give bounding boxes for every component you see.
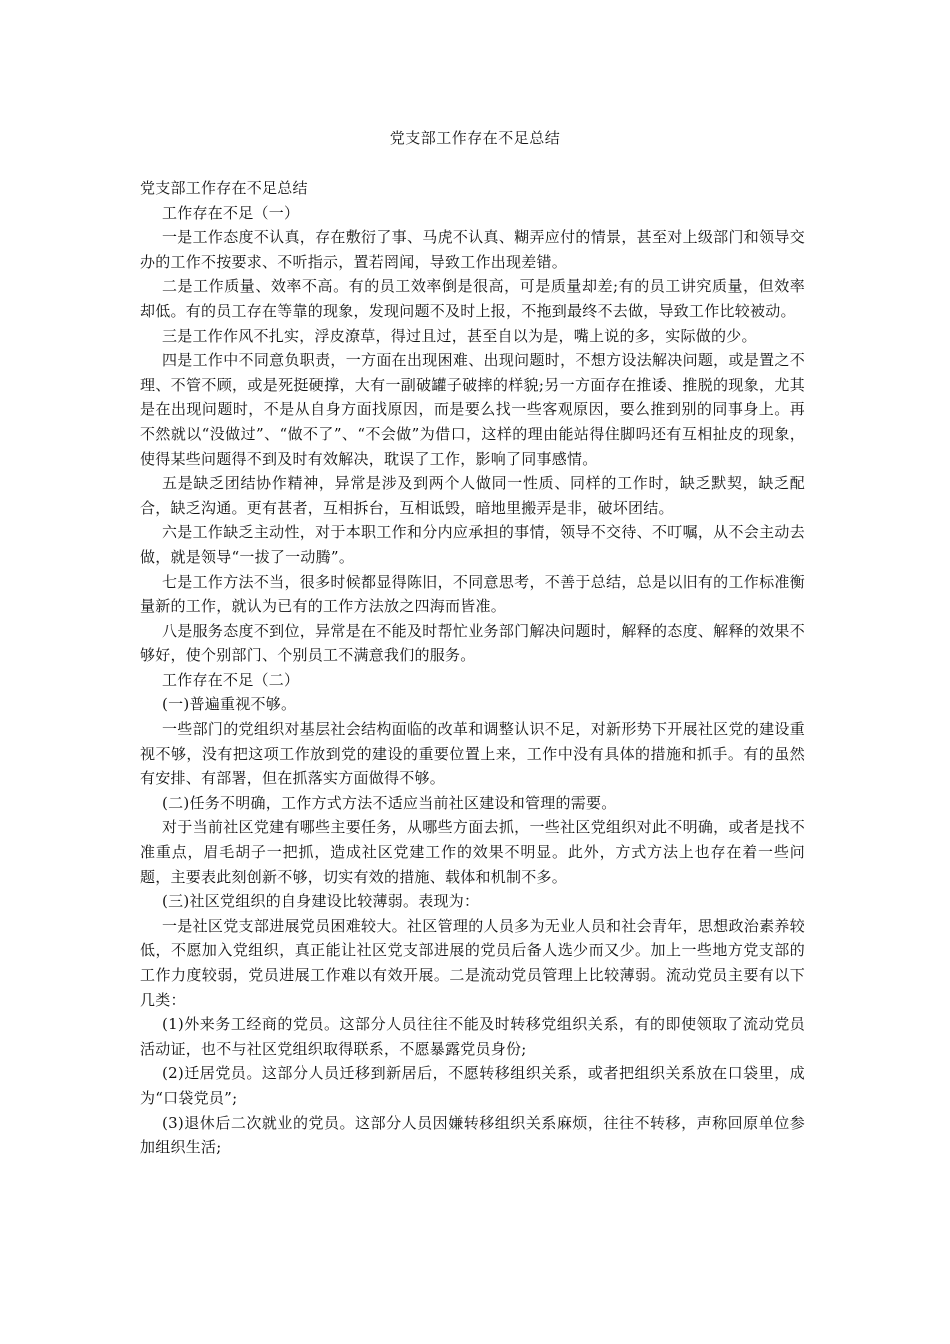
- paragraph: 一是工作态度不认真，存在敷衍了事、马虎不认真、糊弄应付的情景，甚至对上级部门和领导交办的工作不按要求、不听指示，置若罔闻，导致工作出现差错。: [140, 228, 805, 271]
- paragraph: 一是社区党支部进展党员困难较大。社区管理的人员多为无业人员和社会青年，思想政治素养较低，不愿加入党组织，真正能让社区党支部进展的党员后备人选少而又少。加上一些地方党支部的工作力度较弱，党员进展工作难以有效开展。二是流动党员管理上比较薄弱。流动党员主要有以下几类：: [140, 916, 805, 1009]
- document-title: 党支部工作存在不足总结: [389, 129, 561, 147]
- list-item: (1)外来务工经商的党员。这部分人员往往不能及时转移党组织关系，有的即使领取了流动党员活动证，也不与社区党组织取得联系，不愿暴露党员身份;: [140, 1015, 805, 1058]
- section-heading-1: 工作存在不足（一）: [162, 203, 300, 222]
- list-item: (3)退休后二次就业的党员。这部分人员因嫌转移组织关系麻烦，往往不转移，声称回原单位参加组织生活;: [140, 1113, 805, 1157]
- paragraph: 六是工作缺乏主动性，对于本职工作和分内应承担的事情，领导不交待、不叮嘱，从不会主动去做，就是领导“一拔了一动腾”。: [140, 523, 805, 566]
- paragraph: 四是工作中不同意负职责，一方面在出现困难、出现问题时，不想方设法解决问题，或是置之不理、不管不顾，或是死挺硬撑，大有一副破罐子破摔的样貌;另一方面存在推诿、推脱的现象，尤其是在出现问题时，不是从自身方面找原因，而是要么找一些客观原因，要么推到别的同事身上。再不然就以“没做过”、“做不了”、“不会做”为借口，这样的理由能站得住脚吗还有互相扯皮的现象，使得某些问题得不到及时有效解决，耽误了工作，影响了同事感情。: [140, 351, 805, 468]
- document-body: [140, 176, 805, 1160]
- paragraph: 一些部门的党组织对基层社会结构面临的改革和调整认识不足，对新形势下开展社区党的建设重视不够，没有把这项工作放到党的建设的重要位置上来，工作中没有具体的措施和抓手。有的虽然有安排、有部署，但在抓落实方面做得不够。: [140, 720, 805, 788]
- subheading: (一)普遍重视不够。: [162, 695, 297, 714]
- paragraph: 对于当前社区党建有哪些主要任务，从哪些方面去抓，一些社区党组织对此不明确，或者是找不准重点，眉毛胡子一把抓，造成社区党建工作的效果不明显。此外，方式方法上也存在着一些问题，主要表此刻创新不够，切实有效的措施、载体和机制不多。: [140, 818, 805, 886]
- subheading: (二)任务不明确，工作方式方法不适应当前社区建设和管理的需要。: [162, 793, 617, 812]
- paragraph: 二是工作质量、效率不高。有的员工效率倒是很高，可是质量却差;有的员工讲究质量，但效率却低。有的员工存在等靠的现象，发现问题不及时上报，不拖到最终不去做，导致工作比较被动。: [140, 277, 805, 320]
- body-heading: 党支部工作存在不足总结: [140, 179, 308, 197]
- paragraph: 七是工作方法不当，很多时候都显得陈旧，不同意思考，不善于总结，总是以旧有的工作标准衡量新的工作，就认为已有的工作方法放之四海而皆准。: [140, 572, 805, 616]
- paragraph: 五是缺乏团结协作精神，异常是涉及到两个人做同一性质、同样的工作时，缺乏默契，缺乏配合，缺乏沟通。更有甚者，互相拆台，互相诋毁，暗地里搬弄是非，破坏团结。: [140, 474, 805, 517]
- paragraph: 八是服务态度不到位，异常是在不能及时帮忙业务部门解决问题时，解释的态度、解释的效果不够好，使个别部门、个别员工不满意我们的服务。: [140, 621, 805, 665]
- list-item: (2)迁居党员。这部分人员迁移到新居后，不愿转移组织关系，或者把组织关系放在口袋里，成为“口袋党员”;: [140, 1064, 805, 1107]
- section-heading-2: 工作存在不足（二）: [162, 670, 300, 689]
- subheading: (三)社区党组织的自身建设比较薄弱。表现为：: [162, 892, 480, 911]
- paragraph: 三是工作作风不扎实，浮皮潦草，得过且过，甚至自以为是，嘴上说的多，实际做的少。: [162, 326, 757, 345]
